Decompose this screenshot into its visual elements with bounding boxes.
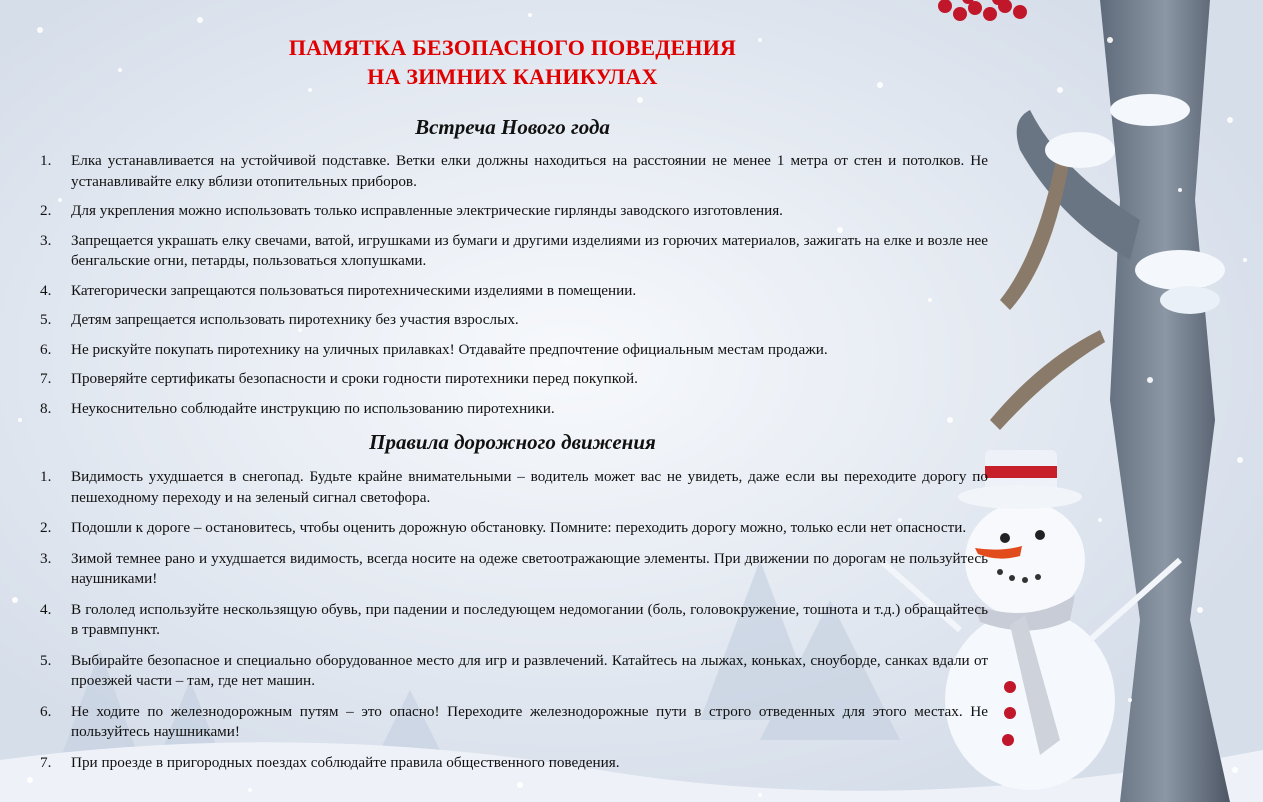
item-number: 5. <box>40 311 52 328</box>
item-text: Детям запрещается использовать пиротехнику без участия взрослых. <box>71 311 519 328</box>
title-line-1: ПАМЯТКА БЕЗОПАСНОГО ПОВЕДЕНИЯ <box>288 35 737 60</box>
section-heading-new-year: Встреча Нового года <box>415 115 610 139</box>
item-number: 2. <box>40 519 52 536</box>
item-text: Видимость ухудшается в снегопад. Будьте крайне внимательными – водитель может вас не увидеть, даже если вы переходите дорогу по пешеходному переходу и на зеленый сигнал светофора. <box>71 468 988 506</box>
item-text: Неукоснительно соблюдайте инструкцию по использованию пиротехники. <box>71 399 555 417</box>
item-number: 4. <box>40 281 52 299</box>
item-number: 4. <box>40 600 52 618</box>
item-number: 3. <box>40 231 52 249</box>
list-item <box>40 151 988 192</box>
list-item <box>40 753 988 774</box>
list-item <box>40 399 988 420</box>
item-number: 3. <box>40 549 52 567</box>
item-number: 7. <box>40 753 52 771</box>
list-item <box>40 549 988 590</box>
item-text: Выбирайте безопасное и специально оборудованное место для игр и развлечений. Катайтесь на лыжах, коньках, сноуборде, санках вдали от проезжей части – там, где нет машин. <box>71 651 988 689</box>
item-number: 1. <box>40 468 52 485</box>
item-text: Для укрепления можно использовать только исправленные электрические гирлянды заводского изготовления. <box>71 202 783 219</box>
item-number: 1. <box>40 152 52 169</box>
item-text: Проверяйте сертификаты безопасности и сроки годности пиротехники перед покупкой. <box>71 370 638 387</box>
list-item <box>40 467 988 508</box>
item-number: 8. <box>40 399 52 417</box>
item-number: 6. <box>40 340 52 358</box>
list-item <box>40 702 988 743</box>
item-text: Не рискуйте покупать пиротехнику на уличных прилавках! Отдавайте предпочтение официальным местам продажи. <box>71 340 828 358</box>
item-number: 6. <box>40 702 52 720</box>
list-item <box>40 281 988 302</box>
new-year-rules-list <box>40 151 988 419</box>
item-text: Категорически запрещаются пользоваться пиротехническими изделиями в помещении. <box>71 281 637 299</box>
list-item <box>40 600 988 641</box>
item-text: Не ходите по железнодорожным путям – это опасно! Переходите железнодорожные пути в строго отведенных для этого местах. Не пользуйтесь наушниками! <box>71 702 988 740</box>
list-item <box>40 518 988 539</box>
item-text: Зимой темнее рано и ухудшается видимость, всегда носите на одеже светоотражающие элементы. При движении по дорогам не пользуйтесь наушниками! <box>71 549 988 587</box>
item-text: Подошли к дороге – остановитесь, чтобы оценить дорожную обстановку. Помните: переходить дорогу можно, только если нет опасности. <box>71 519 967 536</box>
item-text: В гололед используйте нескользящую обувь, при падении и последующем недомогании (боль, головокружение, тошнота и т.д.) обращайтесь в травмпункт. <box>71 600 988 638</box>
list-item <box>40 231 988 272</box>
item-text: Запрещается украшать елку свечами, ватой, игрушками из бумаги и другими изделиями из горючих материалов, зажигать на елке и возле нее бенгальские огни, петарды, пользоваться хлопушками. <box>71 231 988 269</box>
list-item <box>40 340 988 361</box>
traffic-rules-list <box>40 467 988 773</box>
item-number: 2. <box>40 202 52 219</box>
list-item <box>40 369 988 390</box>
list-item <box>40 310 988 331</box>
section-heading-traffic-rules: Правила дорожного движения <box>369 430 656 454</box>
item-number: 5. <box>40 651 52 669</box>
list-item <box>40 201 988 222</box>
item-number: 7. <box>40 370 52 387</box>
list-item <box>40 651 988 692</box>
item-text: При проезде в пригородных поездах соблюдайте правила общественного поведения. <box>71 753 620 771</box>
title-line-2: НА ЗИМНИХ КАНИКУЛАХ <box>367 64 658 89</box>
item-text: Елка устанавливается на устойчивой подставке. Ветки елки должны находиться на расстоянии не менее 1 метра от стен и потолков. Не устанавливайте елку вблизи отопительных приборов. <box>71 152 988 190</box>
page-title <box>0 33 1025 91</box>
